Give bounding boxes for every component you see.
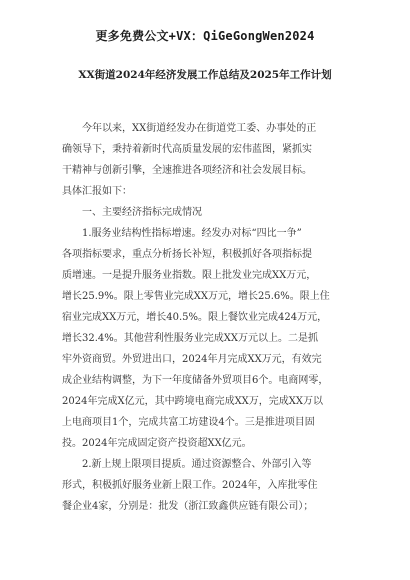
body-line: 2024年完成X亿元，其中跨境电商完成XX万，完成XX万以: [62, 396, 324, 407]
body-line: 增长32.4%。其他营利性服务业完成XX万元以上。二是抓: [62, 333, 319, 344]
body-line: 1.服务业结构性指标增速。经发办对标“四比一争”: [62, 228, 302, 239]
body-line: 增长25.9%。限上零售业完成XX万元，增长25.6%。限上住: [62, 291, 330, 302]
body-line: 各项指标要求，重点分析扬长补短，积极抓好各项指标提: [62, 249, 312, 260]
body-line: 今年以来，XX街道经发办在街道党工委、办事处的正: [62, 123, 317, 134]
document-body: [62, 118, 352, 517]
body-line: 餐企业4家，分别是：批发（浙江致鑫供应链有限公司）；: [62, 501, 314, 512]
body-line: 干精神与创新引擎，全速推进各项经济和社会发展目标。: [62, 165, 312, 176]
body-line: 确领导下，秉持着新时代高质量发展的宏伟蓝图，紧抓实: [62, 144, 312, 155]
document-title: XX街道2024年经济发展工作总结及2025年工作计划: [78, 69, 332, 81]
body-line: 质增速。一是提升服务业指数。限上批发业完成XX万元，: [62, 270, 317, 281]
body-line: 形式，积极抓好服务业新上限工作。2024年，入库批零住: [62, 480, 318, 491]
body-line: 宿业完成XX万元，增长40.5%。限上餐饮业完成424万元，: [62, 312, 328, 323]
body-line: 投。2024年完成固定资产投资超XX亿元。: [62, 438, 252, 449]
body-line: 具体汇报如下：: [62, 186, 132, 197]
promo-banner: 更多免费公文+VX：QiGeGongWen2024: [95, 29, 315, 43]
body-line: 上电商项目1个，完成共富工坊建设4个。三是推进项目固: [62, 417, 315, 428]
body-line: 成企业结构调整，为下一年度储备外贸项目6个。电商网零，: [62, 375, 329, 386]
section-heading: 一、主要经济指标完成情况: [62, 207, 202, 218]
body-line: 牢外资商贸。外贸进出口，2024年月完成XX万元，有效完: [62, 354, 322, 365]
body-line: 2.新上规上限项目提质。通过资源整合、外部引入等: [62, 459, 312, 470]
